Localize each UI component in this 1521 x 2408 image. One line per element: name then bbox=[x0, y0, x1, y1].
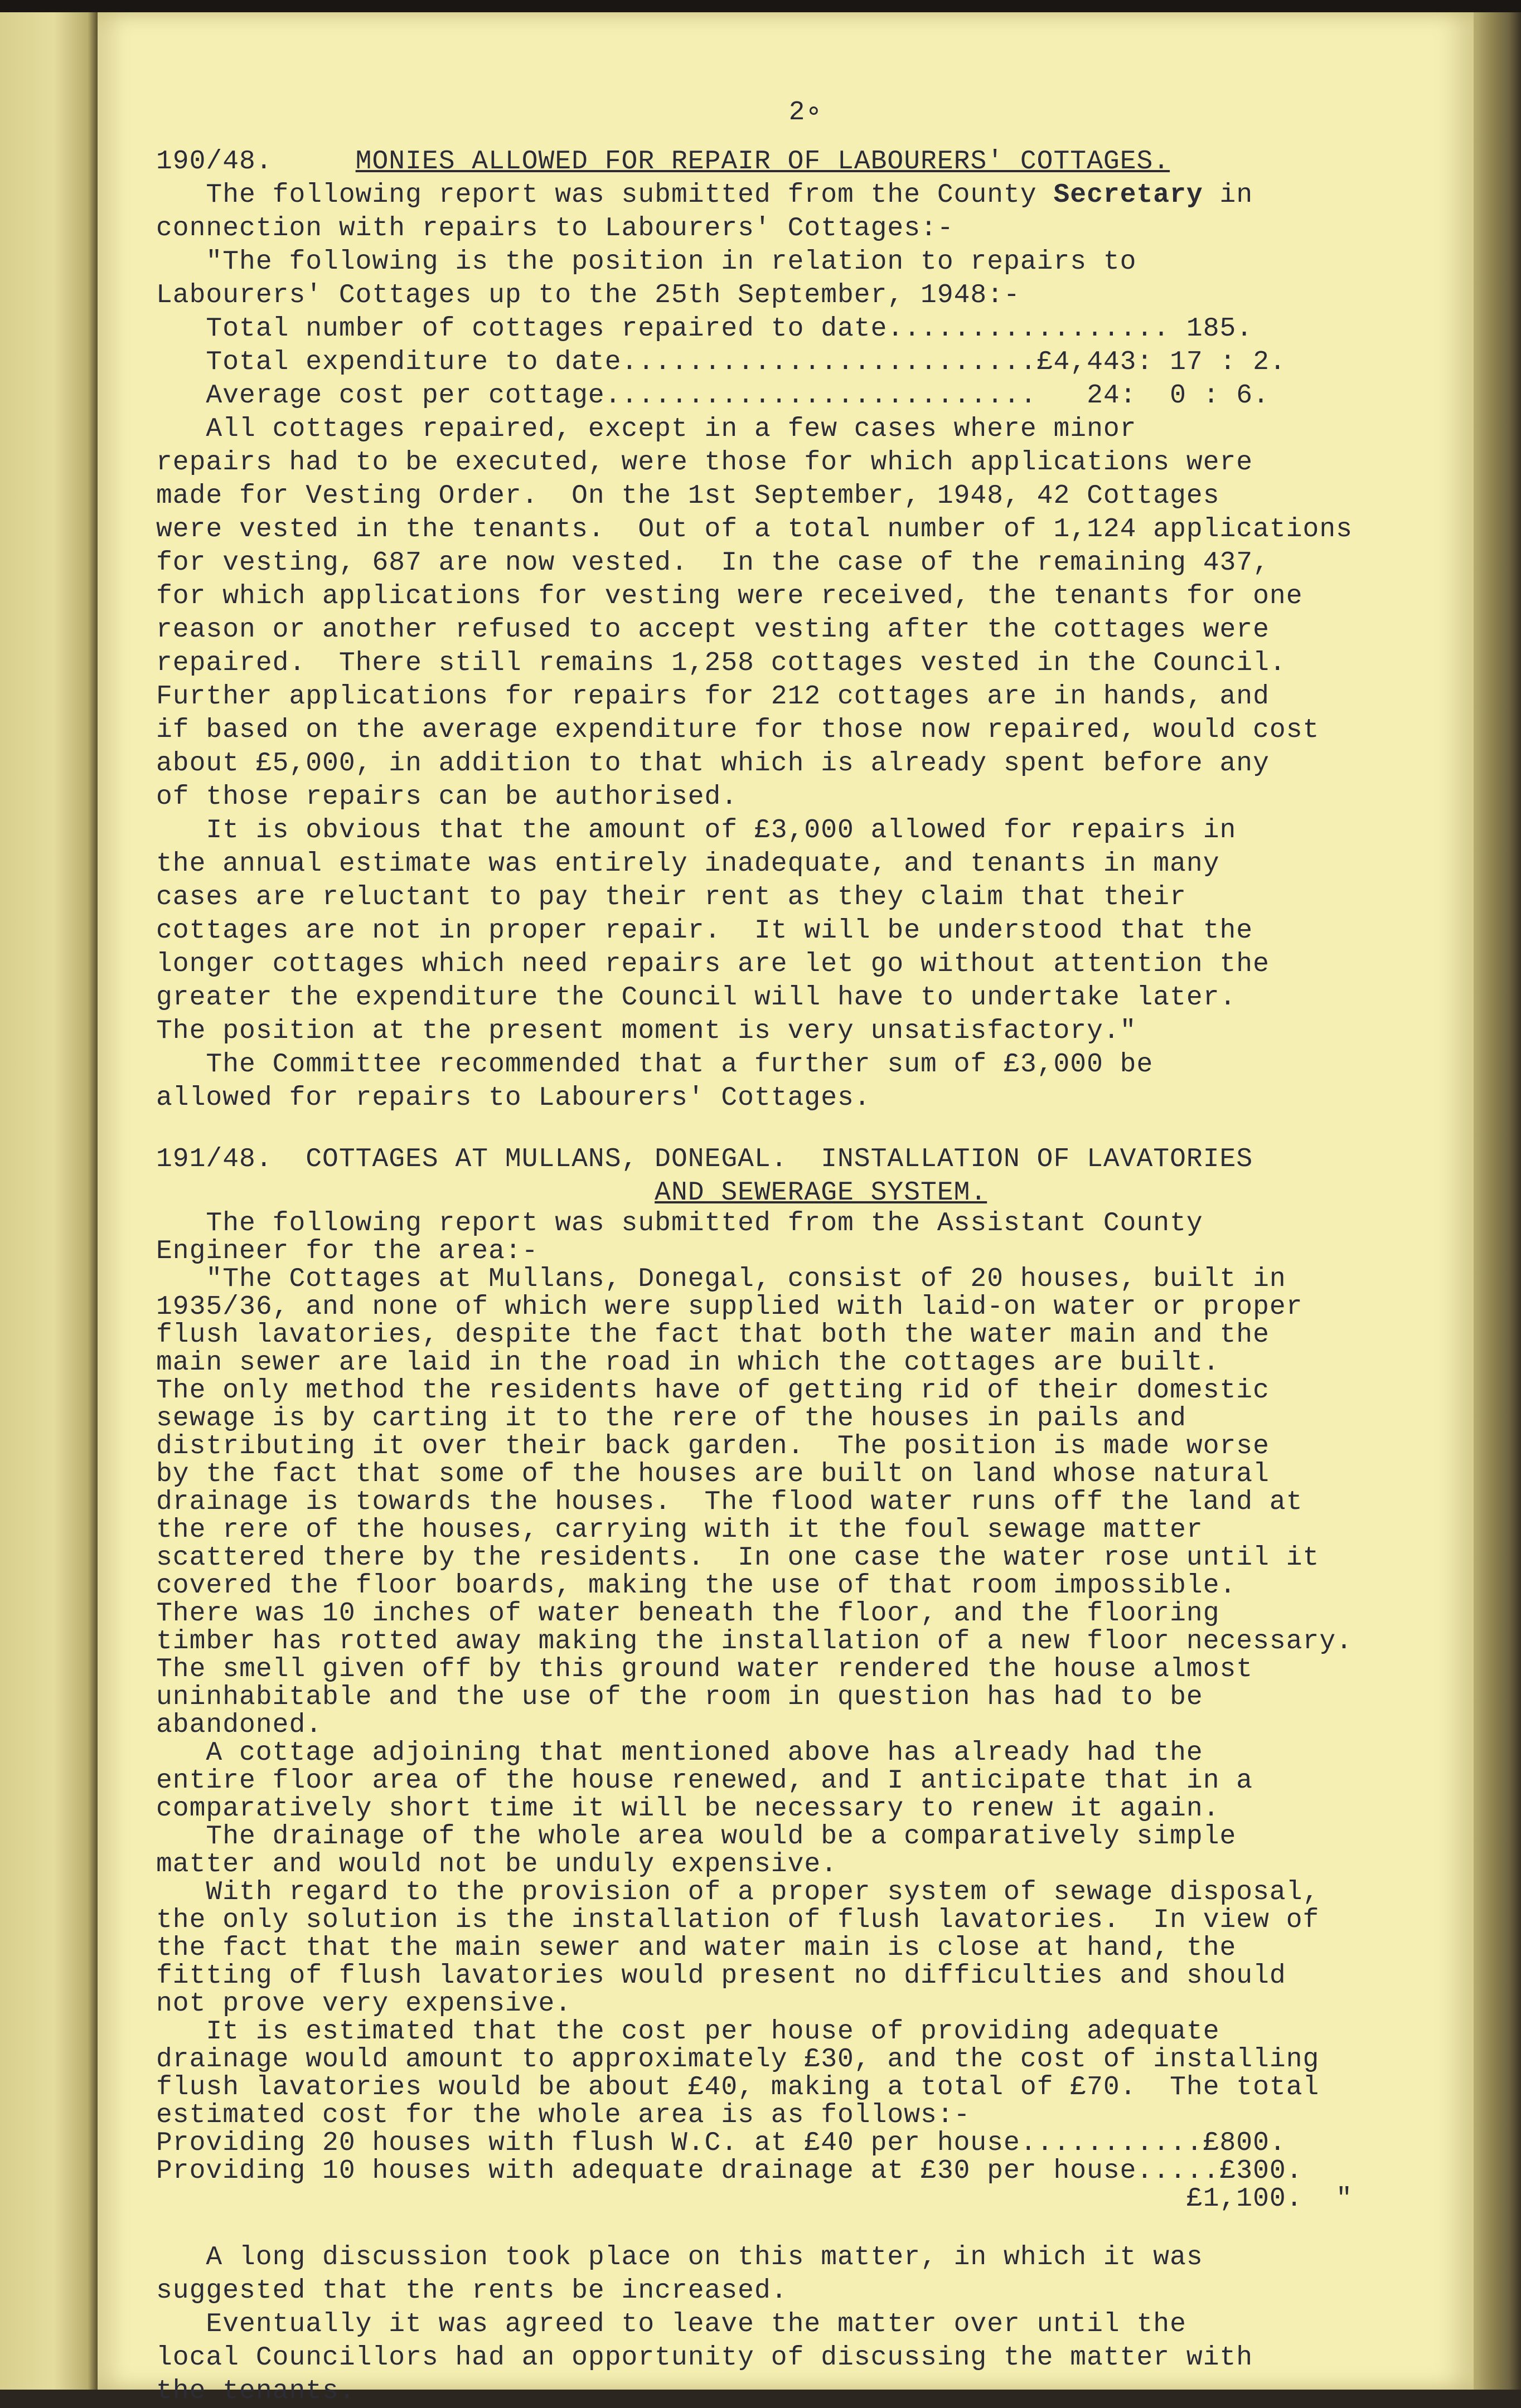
section-191-body bbox=[156, 1210, 1455, 2213]
text-line: connection with repairs to Labourers' Cottages:- bbox=[156, 213, 954, 244]
text-line: comparatively short time it will be necessary to renew it again. bbox=[156, 1794, 1220, 1824]
text-line: by the fact that some of the houses are built on land whose natural bbox=[156, 1459, 1270, 1489]
text-line: cases are reluctant to pay their rent as they claim that their bbox=[156, 882, 1186, 912]
text-line: matter and would not be unduly expensive. bbox=[156, 1849, 837, 1880]
text-line: £1,100. " bbox=[156, 2184, 1353, 2214]
text-line: drainage would amount to approximately £30, and the cost of installing bbox=[156, 2045, 1320, 2075]
text-line: for vesting, 687 are now vested. In the case of the remaining 437, bbox=[156, 548, 1270, 578]
text-line: greater the expenditure the Council will have to undertake later. bbox=[156, 983, 1237, 1013]
minute-number: 191/48. bbox=[156, 1144, 273, 1174]
text-line: repaired. There still remains 1,258 cottages vested in the Council. bbox=[156, 648, 1286, 678]
text-line: Average cost per cottage.......................... 24: 0 : 6. bbox=[156, 381, 1270, 411]
text-line: repairs had to be executed, were those for which applications were bbox=[156, 448, 1253, 478]
binding-edge-left bbox=[0, 12, 98, 2390]
text-line: distributing it over their back garden. The position is made worse bbox=[156, 1431, 1270, 1462]
typed-text-block bbox=[156, 96, 1455, 2408]
text-line: longer cottages which need repairs are let go without attention the bbox=[156, 949, 1270, 979]
text-line: the fact that the main sewer and water main is close at hand, the bbox=[156, 1933, 1237, 1963]
text-line: local Councillors had an opportunity of discussing the matter with bbox=[156, 2343, 1253, 2373]
text-line: Engineer for the area:- bbox=[156, 1236, 539, 1266]
text-line: The only method the residents have of getting rid of their domestic bbox=[156, 1376, 1270, 1406]
section-heading-191 bbox=[156, 1143, 1455, 1176]
text-line: The drainage of the whole area would be a comparatively simple bbox=[156, 1822, 1237, 1852]
corrected-word: Secretary bbox=[1053, 180, 1203, 210]
text-line: drainage is towards the houses. The flood water runs off the land at bbox=[156, 1487, 1303, 1517]
page-number: 2∘ bbox=[788, 98, 823, 128]
text-line: "The following is the position in relation to repairs to bbox=[156, 247, 1137, 277]
text-line: Total number of cottages repaired to date................. 185. bbox=[156, 314, 1253, 344]
section-title-line2: AND SEWERAGE SYSTEM. bbox=[655, 1178, 987, 1208]
text-line: flush lavatories, despite the fact that both the water main and the bbox=[156, 1320, 1270, 1350]
section-190-body bbox=[156, 212, 1455, 1115]
text-line: There was 10 inches of water beneath the floor, and the flooring bbox=[156, 1599, 1220, 1629]
text-line: covered the floor boards, making the use of that room impossible. bbox=[156, 1571, 1237, 1601]
text-line: A cottage adjoining that mentioned above has already had the bbox=[156, 1738, 1203, 1768]
text-line: allowed for repairs to Labourers' Cottages. bbox=[156, 1083, 871, 1113]
text-line: the annual estimate was entirely inadequate, and tenants in many bbox=[156, 849, 1220, 879]
text-line: It is obvious that the amount of £3,000 allowed for repairs in bbox=[156, 815, 1237, 846]
text-line: With regard to the provision of a proper system of sewage disposal, bbox=[156, 1877, 1320, 1907]
text-line: The Committee recommended that a further sum of £3,000 be bbox=[156, 1050, 1154, 1080]
text-line: 1935/36, and none of which were supplied with laid-on water or proper bbox=[156, 1292, 1303, 1322]
text-line: The position at the present moment is very unsatisfactory." bbox=[156, 1016, 1137, 1046]
text-line: Eventually it was agreed to leave the matter over until the bbox=[156, 2309, 1186, 2339]
text-line: reason or another refused to accept vesting after the cottages were bbox=[156, 615, 1270, 645]
text-line: about £5,000, in addition to that which is already spent before any bbox=[156, 749, 1270, 779]
text-line: A long discussion took place on this matter, in which it was bbox=[156, 2242, 1203, 2273]
text-line: estimated cost for the whole area is as follows:- bbox=[156, 2100, 971, 2130]
text-line: not prove very expensive. bbox=[156, 1989, 572, 2019]
text-line: were vested in the tenants. Out of a total number of 1,124 applications bbox=[156, 514, 1353, 545]
text-line: All cottages repaired, except in a few cases where minor bbox=[156, 414, 1137, 444]
text-line: Total expenditure to date.........................£4,443: 17 : 2. bbox=[156, 347, 1286, 377]
document-page bbox=[98, 12, 1474, 2406]
section-title-line1: COTTAGES AT MULLANS, DONEGAL. INSTALLATION OF LAVATORIES bbox=[306, 1144, 1253, 1174]
section-191-closing bbox=[156, 2241, 1455, 2408]
text-line: Labourers' Cottages up to the 25th September, 1948:- bbox=[156, 280, 1020, 310]
text-line: cottages are not in proper repair. It will be understood that the bbox=[156, 916, 1253, 946]
text-line: Providing 20 houses with flush W.C. at £40 per house...........£800. bbox=[156, 2128, 1286, 2158]
text-line: flush lavatories would be about £40, making a total of £70. The total bbox=[156, 2072, 1320, 2103]
text-line: of those repairs can be authorised. bbox=[156, 782, 738, 812]
section-title: MONIES ALLOWED FOR REPAIR OF LABOURERS' COTTAGES. bbox=[355, 147, 1170, 177]
scanner-top-band bbox=[0, 0, 1521, 12]
text-line: Further applications for repairs for 212 cottages are in hands, and bbox=[156, 682, 1270, 712]
text-line: sewage is by carting it to the rere of the houses in pails and bbox=[156, 1404, 1186, 1434]
text-line: Providing 10 houses with adequate drainage at £30 per house.....£300. bbox=[156, 2156, 1303, 2186]
text-line: the tenants. bbox=[156, 2376, 356, 2406]
text-line: made for Vesting Order. On the 1st September, 1948, 42 Cottages bbox=[156, 481, 1220, 511]
text-line: timber has rotted away making the installation of a new floor necessary. bbox=[156, 1627, 1353, 1657]
section-intro-line: The following report was submitted from the County Secretary in bbox=[206, 180, 1253, 210]
text-line: "The Cottages at Mullans, Donegal, consist of 20 houses, built in bbox=[156, 1264, 1286, 1294]
text-line: scattered there by the residents. In one case the water rose until it bbox=[156, 1543, 1320, 1573]
text-line: uninhabitable and the use of the room in question has had to be bbox=[156, 1682, 1203, 1712]
text-line: main sewer are laid in the road in which the cottages are built. bbox=[156, 1348, 1220, 1378]
text-line: It is estimated that the cost per house of providing adequate bbox=[156, 2017, 1220, 2047]
section-heading-191-line2 bbox=[156, 1176, 1455, 1210]
text-line: suggested that the rents be increased. bbox=[156, 2276, 788, 2306]
text-line: if based on the average expenditure for those now repaired, would cost bbox=[156, 715, 1320, 745]
text-line: The following report was submitted from the Assistant County bbox=[156, 1208, 1203, 1239]
text-line: for which applications for vesting were received, the tenants for one bbox=[156, 581, 1303, 611]
text-line: fitting of flush lavatories would present no difficulties and should bbox=[156, 1961, 1286, 1991]
text-line: the rere of the houses, carrying with it the foul sewage matter bbox=[156, 1515, 1203, 1545]
text-line: The smell given off by this ground water rendered the house almost bbox=[156, 1654, 1253, 1684]
minute-number: 190/48. bbox=[156, 147, 273, 177]
text-line: entire floor area of the house renewed, and I anticipate that in a bbox=[156, 1766, 1253, 1796]
text-line: abandoned. bbox=[156, 1710, 323, 1740]
section-heading-190 bbox=[156, 145, 1455, 178]
binding-edge-right bbox=[1474, 12, 1521, 2390]
text-line: the only solution is the installation of flush lavatories. In view of bbox=[156, 1905, 1320, 1935]
